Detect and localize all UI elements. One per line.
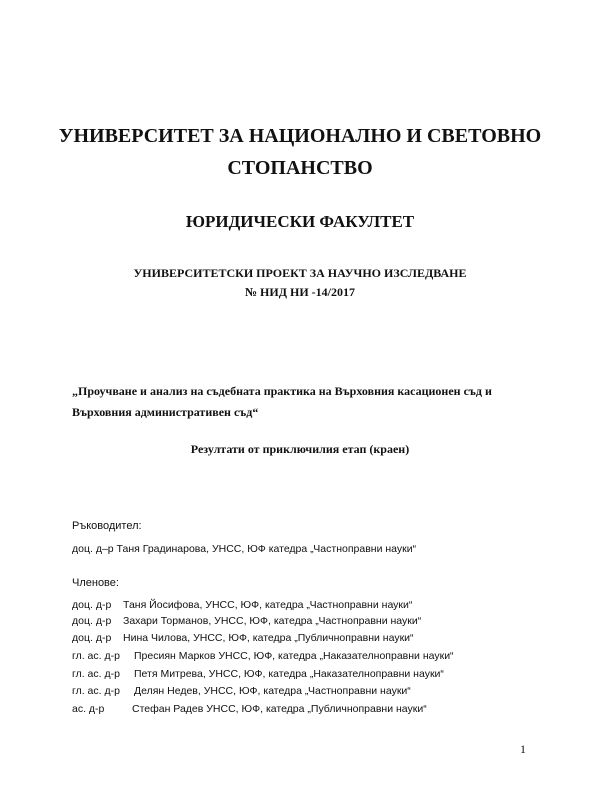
member-title: ас. д-р [72,703,105,715]
member-row [72,631,414,645]
leader-label: Ръководител: [72,520,142,532]
member-row [72,702,427,716]
member-details: Нина Чилова, УНСС, ЮФ, катедра „Публичноправни науки“ [123,632,414,644]
member-title: гл. ас. д-р [72,650,120,662]
leader-entry: доц. д–р Таня Градинарова, УНСС, ЮФ катедра „Частноправни науки“ [72,543,417,555]
member-row [72,684,411,698]
member-title: доц. д-р [72,632,112,644]
member-title: гл. ас. д-р [72,685,120,697]
page-number: 1 [520,742,526,756]
members-label: Членове: [72,577,119,589]
member-title: доц. д-р [72,599,112,611]
member-details: Стефан Радев УНСС, ЮФ, катедра „Публичноправни науки“ [132,703,427,715]
project-title: УНИВЕРСИТЕТСКИ ПРОЕКТ ЗА НАУЧНО ИЗСЛЕДВАНЕ [133,266,467,280]
project-topic [72,381,530,423]
university-title-line1: УНИВЕРСИТЕТ ЗА НАЦИОНАЛНО И СВЕТОВНО [58,125,542,147]
results-heading: Резултати от приключилия етап (краен) [190,442,410,456]
member-details: Пресиян Марков УНСС, ЮФ, катедра „Наказателноправни науки“ [134,650,454,662]
project-topic-line2: Върховния административен съд“ [72,405,259,419]
member-details: Захари Торманов, УНСС, ЮФ, катедра „Частноправни науки“ [123,615,422,627]
project-topic-line1: „Проучване и анализ на съдебната практика на Върховния касационен съд и [72,384,492,398]
member-row [72,649,454,663]
member-row [72,667,444,681]
member-title: гл. ас. д-р [72,668,120,680]
member-title: доц. д-р [72,615,112,627]
member-details: Делян Недев, УНСС, ЮФ, катедра „Частноправни науки“ [134,685,411,697]
project-number: № НИД НИ -14/2017 [245,285,355,299]
member-row [72,598,413,612]
university-title-line2: СТОПАНСТВО [227,157,373,179]
member-row [72,614,422,628]
member-details: Петя Митрева, УНСС, ЮФ, катедра „Наказателноправни науки“ [134,668,444,680]
member-details: Таня Йосифова, УНСС, ЮФ, катедра „Частноправни науки“ [123,599,413,611]
faculty-title: ЮРИДИЧЕСКИ ФАКУЛТЕТ [185,212,415,231]
